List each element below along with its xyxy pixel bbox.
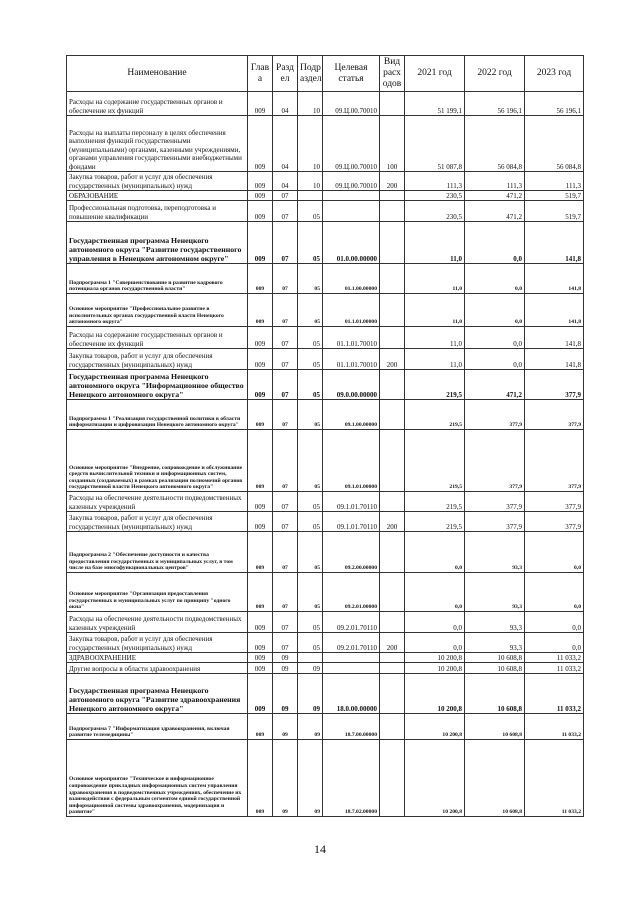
row-2022: 10 608,8 — [465, 653, 525, 663]
row-name: Государственная программа Ненецкого автономного округа "Развитие здравоохранения Ненецкого автономного округа" — [67, 674, 248, 714]
row-2022: 377,9 — [465, 400, 525, 430]
row-target-article: 09.1.00.00000 — [323, 400, 380, 430]
row-podrazdel: 05 — [298, 512, 323, 532]
row-podrazdel: 05 — [298, 430, 323, 492]
row-2023: 11 033,2 — [525, 653, 584, 663]
table-row — [67, 370, 584, 400]
row-name: Расходы на выплаты персоналу в целях обеспечения выполнения функций государственными (муниципальными) органами, казенными учреждениями, органами управления государственными внебюджетными фондами — [67, 116, 248, 172]
header-razdel: Разд ел — [273, 56, 298, 92]
table-header-row — [67, 56, 584, 92]
row-glava: 009 — [248, 653, 273, 663]
header-expense-type: Вид расх одов — [380, 56, 405, 92]
row-name: ОБРАЗОВАНИЕ — [67, 191, 248, 201]
row-2022: 0,0 — [465, 264, 525, 294]
row-2022: 93,3 — [465, 612, 525, 633]
row-glava: 009 — [248, 116, 273, 172]
row-target-article — [323, 191, 380, 201]
row-podrazdel — [298, 191, 323, 201]
row-glava: 009 — [248, 222, 273, 264]
row-glava: 009 — [248, 327, 273, 349]
row-podrazdel: 10 — [298, 172, 323, 191]
header-glava: Глав а — [248, 56, 273, 92]
row-razdel: 07 — [273, 264, 298, 294]
table-row — [67, 116, 584, 172]
row-razdel: 04 — [273, 116, 298, 172]
row-2022: 0,0 — [465, 349, 525, 370]
row-2023: 11 033,2 — [525, 674, 584, 714]
row-2022: 93,3 — [465, 633, 525, 653]
table-row — [67, 612, 584, 633]
row-podrazdel: 10 — [298, 92, 323, 116]
row-2021: 0,0 — [405, 532, 465, 573]
table-row — [67, 492, 584, 512]
row-2021: 230,5 — [405, 191, 465, 201]
row-razdel: 09 — [273, 674, 298, 714]
row-razdel: 07 — [273, 349, 298, 370]
row-2022: 10 608,8 — [465, 674, 525, 714]
header-name: Наименование — [67, 56, 248, 92]
row-podrazdel: 09 — [298, 663, 323, 674]
row-2023: 0,0 — [525, 532, 584, 573]
row-podrazdel: 05 — [298, 492, 323, 512]
row-glava: 009 — [248, 294, 273, 327]
row-expense-type: 200 — [380, 172, 405, 191]
row-target-article: 01.1.01.70010 — [323, 327, 380, 349]
row-expense-type — [380, 370, 405, 400]
row-target-article: 01.0.00.00000 — [323, 222, 380, 264]
row-expense-type — [380, 653, 405, 663]
row-expense-type — [380, 191, 405, 201]
row-target-article: 09.Ц.00.70010 — [323, 92, 380, 116]
row-target-article: 09.1.01.70110 — [323, 492, 380, 512]
row-podrazdel: 05 — [298, 264, 323, 294]
row-2023: 56 084,8 — [525, 116, 584, 172]
row-name: Подпрограмма 2 "Обеспечение доступности и качества предоставления государственных и муниципальных услуг, в том числе на базе многофункциональных центров" — [67, 532, 248, 573]
row-2021: 10 200,8 — [405, 714, 465, 740]
header-target-article: Целевая статья — [323, 56, 380, 92]
row-glava: 009 — [248, 492, 273, 512]
row-target-article: 09.1.01.00000 — [323, 430, 380, 492]
table-row — [67, 740, 584, 817]
row-podrazdel: 05 — [298, 349, 323, 370]
row-razdel: 07 — [273, 370, 298, 400]
row-2023: 0,0 — [525, 633, 584, 653]
row-target-article: 09.2.01.00000 — [323, 573, 380, 612]
row-expense-type — [380, 714, 405, 740]
table-row — [67, 349, 584, 370]
row-podrazdel: 05 — [298, 327, 323, 349]
row-2022: 10 608,8 — [465, 740, 525, 817]
row-podrazdel: 09 — [298, 714, 323, 740]
row-name: Подпрограмма 1 "Совершенствование и развитие кадрового потенциала органов государственной власти" — [67, 264, 248, 294]
row-podrazdel: 09 — [298, 740, 323, 817]
row-2023: 56 196,1 — [525, 92, 584, 116]
row-podrazdel: 05 — [298, 400, 323, 430]
row-target-article: 01.1.01.70010 — [323, 349, 380, 370]
row-expense-type — [380, 740, 405, 817]
row-expense-type — [380, 222, 405, 264]
row-2021: 230,5 — [405, 201, 465, 222]
row-expense-type — [380, 532, 405, 573]
row-razdel: 07 — [273, 492, 298, 512]
table-row — [67, 264, 584, 294]
row-razdel: 07 — [273, 201, 298, 222]
row-2021: 219,5 — [405, 430, 465, 492]
row-name: Расходы на содержание государственных органов и обеспечение их функций — [67, 327, 248, 349]
row-name: Закупка товаров, работ и услуг для обеспечения государственных (муниципальных) нужд — [67, 512, 248, 532]
row-name: Расходы на обеспечение деятельности подведомственных казенных учреждений — [67, 492, 248, 512]
table-row — [67, 633, 584, 653]
header-2023: 2023 год — [525, 56, 584, 92]
row-podrazdel: 05 — [298, 201, 323, 222]
row-name: Подпрограмма 7 "Информатизация здравоохранения, включая развитие телемедицины" — [67, 714, 248, 740]
row-podrazdel: 05 — [298, 573, 323, 612]
row-name: Основное мероприятие "Внедрение, сопровождение и обслуживание средств вычислительной техники и информационных систем, созданных (создаваемых) в рамках реализации полномочий органов государственной власти Ненецкого автономного округа" — [67, 430, 248, 492]
row-2021: 51 199,1 — [405, 92, 465, 116]
row-2022: 93,3 — [465, 532, 525, 573]
row-razdel: 07 — [273, 400, 298, 430]
row-expense-type — [380, 327, 405, 349]
row-name: Закупка товаров, работ и услуг для обеспечения государственных (муниципальных) нужд — [67, 349, 248, 370]
row-target-article — [323, 663, 380, 674]
row-podrazdel: 05 — [298, 222, 323, 264]
row-target-article: 18.0.00.00000 — [323, 674, 380, 714]
row-expense-type — [380, 430, 405, 492]
row-razdel: 07 — [273, 294, 298, 327]
row-podrazdel: 09 — [298, 674, 323, 714]
row-name: Государственная программа Ненецкого автономного округа "Информационное общество Ненецкого автономного округа" — [67, 370, 248, 400]
row-target-article: 09.Ц.00.70010 — [323, 172, 380, 191]
row-2022: 377,9 — [465, 430, 525, 492]
row-expense-type — [380, 264, 405, 294]
row-2023: 377,9 — [525, 512, 584, 532]
row-glava: 009 — [248, 612, 273, 633]
header-2022: 2022 год — [465, 56, 525, 92]
row-2022: 111,3 — [465, 172, 525, 191]
table-row — [67, 663, 584, 674]
row-expense-type — [380, 492, 405, 512]
table-row — [67, 294, 584, 327]
table-row — [67, 532, 584, 573]
row-razdel: 07 — [273, 191, 298, 201]
row-2022: 56 196,1 — [465, 92, 525, 116]
table-body — [67, 92, 584, 817]
row-name: Подпрограмма 1 "Реализация государственной политики в области информатизации и цифровизации Ненецкого автономного округа" — [67, 400, 248, 430]
row-2021: 11,0 — [405, 264, 465, 294]
row-2022: 471,2 — [465, 191, 525, 201]
row-2021: 219,5 — [405, 400, 465, 430]
row-2021: 0,0 — [405, 633, 465, 653]
row-podrazdel: 05 — [298, 633, 323, 653]
table-row — [67, 222, 584, 264]
budget-table — [66, 55, 584, 817]
row-glava: 009 — [248, 92, 273, 116]
row-2023: 11 033,2 — [525, 740, 584, 817]
table-row — [67, 92, 584, 116]
row-2021: 51 087,8 — [405, 116, 465, 172]
row-target-article: 01.1.01.00000 — [323, 294, 380, 327]
row-razdel: 07 — [273, 430, 298, 492]
row-2021: 10 200,8 — [405, 653, 465, 663]
row-target-article: 09.Ц.00.70010 — [323, 116, 380, 172]
table-row — [67, 327, 584, 349]
row-2023: 11 033,2 — [525, 663, 584, 674]
row-podrazdel: 05 — [298, 370, 323, 400]
row-2023: 0,0 — [525, 612, 584, 633]
row-name: Профессиональная подготовка, переподготовка и повышение квалификации — [67, 201, 248, 222]
header-podrazdel: Подр аздел — [298, 56, 323, 92]
row-2021: 10 200,8 — [405, 674, 465, 714]
row-2023: 519,7 — [525, 201, 584, 222]
row-razdel: 07 — [273, 327, 298, 349]
row-razdel: 07 — [273, 633, 298, 653]
row-2023: 141,8 — [525, 349, 584, 370]
row-2021: 11,0 — [405, 349, 465, 370]
table-row — [67, 674, 584, 714]
row-glava: 009 — [248, 172, 273, 191]
table-row — [67, 201, 584, 222]
row-2022: 93,3 — [465, 573, 525, 612]
row-expense-type — [380, 674, 405, 714]
row-podrazdel: 05 — [298, 294, 323, 327]
row-target-article: 09.0.00.00000 — [323, 370, 380, 400]
row-2023: 0,0 — [525, 573, 584, 612]
row-expense-type: 200 — [380, 633, 405, 653]
row-2021: 10 200,8 — [405, 740, 465, 817]
row-expense-type — [380, 400, 405, 430]
row-target-article — [323, 201, 380, 222]
row-2022: 0,0 — [465, 327, 525, 349]
row-2023: 141,8 — [525, 264, 584, 294]
row-2022: 0,0 — [465, 294, 525, 327]
row-target-article: 09.2.00.00000 — [323, 532, 380, 573]
row-glava: 009 — [248, 573, 273, 612]
row-glava: 009 — [248, 430, 273, 492]
row-target-article: 09.1.01.70110 — [323, 512, 380, 532]
row-2023: 377,9 — [525, 492, 584, 512]
row-2022: 471,2 — [465, 201, 525, 222]
row-target-article: 18.7.00.00000 — [323, 714, 380, 740]
row-2021: 0,0 — [405, 612, 465, 633]
row-glava: 009 — [248, 512, 273, 532]
row-glava: 009 — [248, 349, 273, 370]
row-target-article: 09.2.01.70110 — [323, 612, 380, 633]
page-number: 14 — [314, 842, 326, 856]
row-razdel: 04 — [273, 92, 298, 116]
row-expense-type — [380, 92, 405, 116]
row-razdel: 07 — [273, 573, 298, 612]
row-2022: 377,9 — [465, 512, 525, 532]
table-row — [67, 512, 584, 532]
row-expense-type — [380, 663, 405, 674]
row-2022: 377,9 — [465, 492, 525, 512]
row-glava: 009 — [248, 191, 273, 201]
row-name: Государственная программа Ненецкого автономного округа "Развитие государственного управления в Ненецком автономном округе" — [67, 222, 248, 264]
table-row — [67, 191, 584, 201]
row-glava: 009 — [248, 400, 273, 430]
row-2021: 11,0 — [405, 294, 465, 327]
row-2021: 219,5 — [405, 492, 465, 512]
table-row — [67, 400, 584, 430]
row-razdel: 09 — [273, 740, 298, 817]
row-2023: 377,9 — [525, 370, 584, 400]
row-2022: 0,0 — [465, 222, 525, 264]
row-2023: 377,9 — [525, 430, 584, 492]
row-expense-type — [380, 573, 405, 612]
row-2021: 11,0 — [405, 222, 465, 264]
row-razdel: 04 — [273, 172, 298, 191]
row-2022: 10 608,8 — [465, 714, 525, 740]
row-podrazdel — [298, 653, 323, 663]
row-glava: 009 — [248, 663, 273, 674]
row-name: Основное мероприятие "Техническое и информационное сопровождение прикладных информационных систем управления здравоохранения в подведомственных учреждениях, обеспечение их взаимодействия с федеральным сегментом единой государственной информационной системы здравоохранения, модернизация и развитие" — [67, 740, 248, 817]
row-2022: 10 608,8 — [465, 663, 525, 674]
row-razdel: 07 — [273, 222, 298, 264]
table-row — [67, 172, 584, 191]
row-target-article: 01.1.00.00000 — [323, 264, 380, 294]
row-2021: 219,5 — [405, 512, 465, 532]
row-name: Закупка товаров, работ и услуг для обеспечения государственных (муниципальных) нужд — [67, 172, 248, 191]
row-razdel: 07 — [273, 612, 298, 633]
row-glava: 009 — [248, 264, 273, 294]
row-glava: 009 — [248, 674, 273, 714]
row-2023: 141,8 — [525, 222, 584, 264]
row-2023: 11 033,2 — [525, 714, 584, 740]
table-row — [67, 573, 584, 612]
row-razdel: 07 — [273, 512, 298, 532]
row-name: Расходы на обеспечение деятельности подведомственных казенных учреждений — [67, 612, 248, 633]
row-target-article — [323, 653, 380, 663]
table-row — [67, 430, 584, 492]
row-podrazdel: 05 — [298, 612, 323, 633]
row-2021: 219,5 — [405, 370, 465, 400]
row-expense-type: 100 — [380, 116, 405, 172]
row-name: Основное мероприятие "Организация предоставления государственных и муниципальных услуг по принципу "одного окна" — [67, 573, 248, 612]
table-row — [67, 714, 584, 740]
row-name: ЗДРАВООХРАНЕНИЕ — [67, 653, 248, 663]
row-target-article: 18.7.02.00000 — [323, 740, 380, 817]
row-expense-type: 200 — [380, 349, 405, 370]
row-name: Другие вопросы в области здравоохранения — [67, 663, 248, 674]
row-expense-type — [380, 612, 405, 633]
row-expense-type: 200 — [380, 512, 405, 532]
row-glava: 009 — [248, 740, 273, 817]
row-2021: 10 200,8 — [405, 663, 465, 674]
row-name: Расходы на содержание государственных органов и обеспечение их функций — [67, 92, 248, 116]
row-2023: 111,3 — [525, 172, 584, 191]
row-target-article: 09.2.01.70110 — [323, 633, 380, 653]
row-2023: 519,7 — [525, 191, 584, 201]
row-2023: 141,8 — [525, 327, 584, 349]
row-glava: 009 — [248, 532, 273, 573]
row-glava: 009 — [248, 370, 273, 400]
row-podrazdel: 10 — [298, 116, 323, 172]
row-glava: 009 — [248, 201, 273, 222]
row-2022: 471,2 — [465, 370, 525, 400]
row-2023: 377,9 — [525, 400, 584, 430]
row-razdel: 07 — [273, 532, 298, 573]
row-razdel: 09 — [273, 663, 298, 674]
row-podrazdel: 05 — [298, 532, 323, 573]
row-2022: 56 084,8 — [465, 116, 525, 172]
row-glava: 009 — [248, 714, 273, 740]
header-2021: 2021 год — [405, 56, 465, 92]
row-expense-type — [380, 294, 405, 327]
row-2023: 141,8 — [525, 294, 584, 327]
row-razdel: 09 — [273, 653, 298, 663]
table-row — [67, 653, 584, 663]
row-expense-type — [380, 201, 405, 222]
row-razdel: 09 — [273, 714, 298, 740]
row-name: Основное мероприятие "Профессиональное развитие в исполнительных органах государственной власти Ненецкого автономного округа" — [67, 294, 248, 327]
row-2021: 0,0 — [405, 573, 465, 612]
row-glava: 009 — [248, 633, 273, 653]
row-name: Закупка товаров, работ и услуг для обеспечения государственных (муниципальных) нужд — [67, 633, 248, 653]
row-2021: 111,3 — [405, 172, 465, 191]
row-2021: 11,0 — [405, 327, 465, 349]
